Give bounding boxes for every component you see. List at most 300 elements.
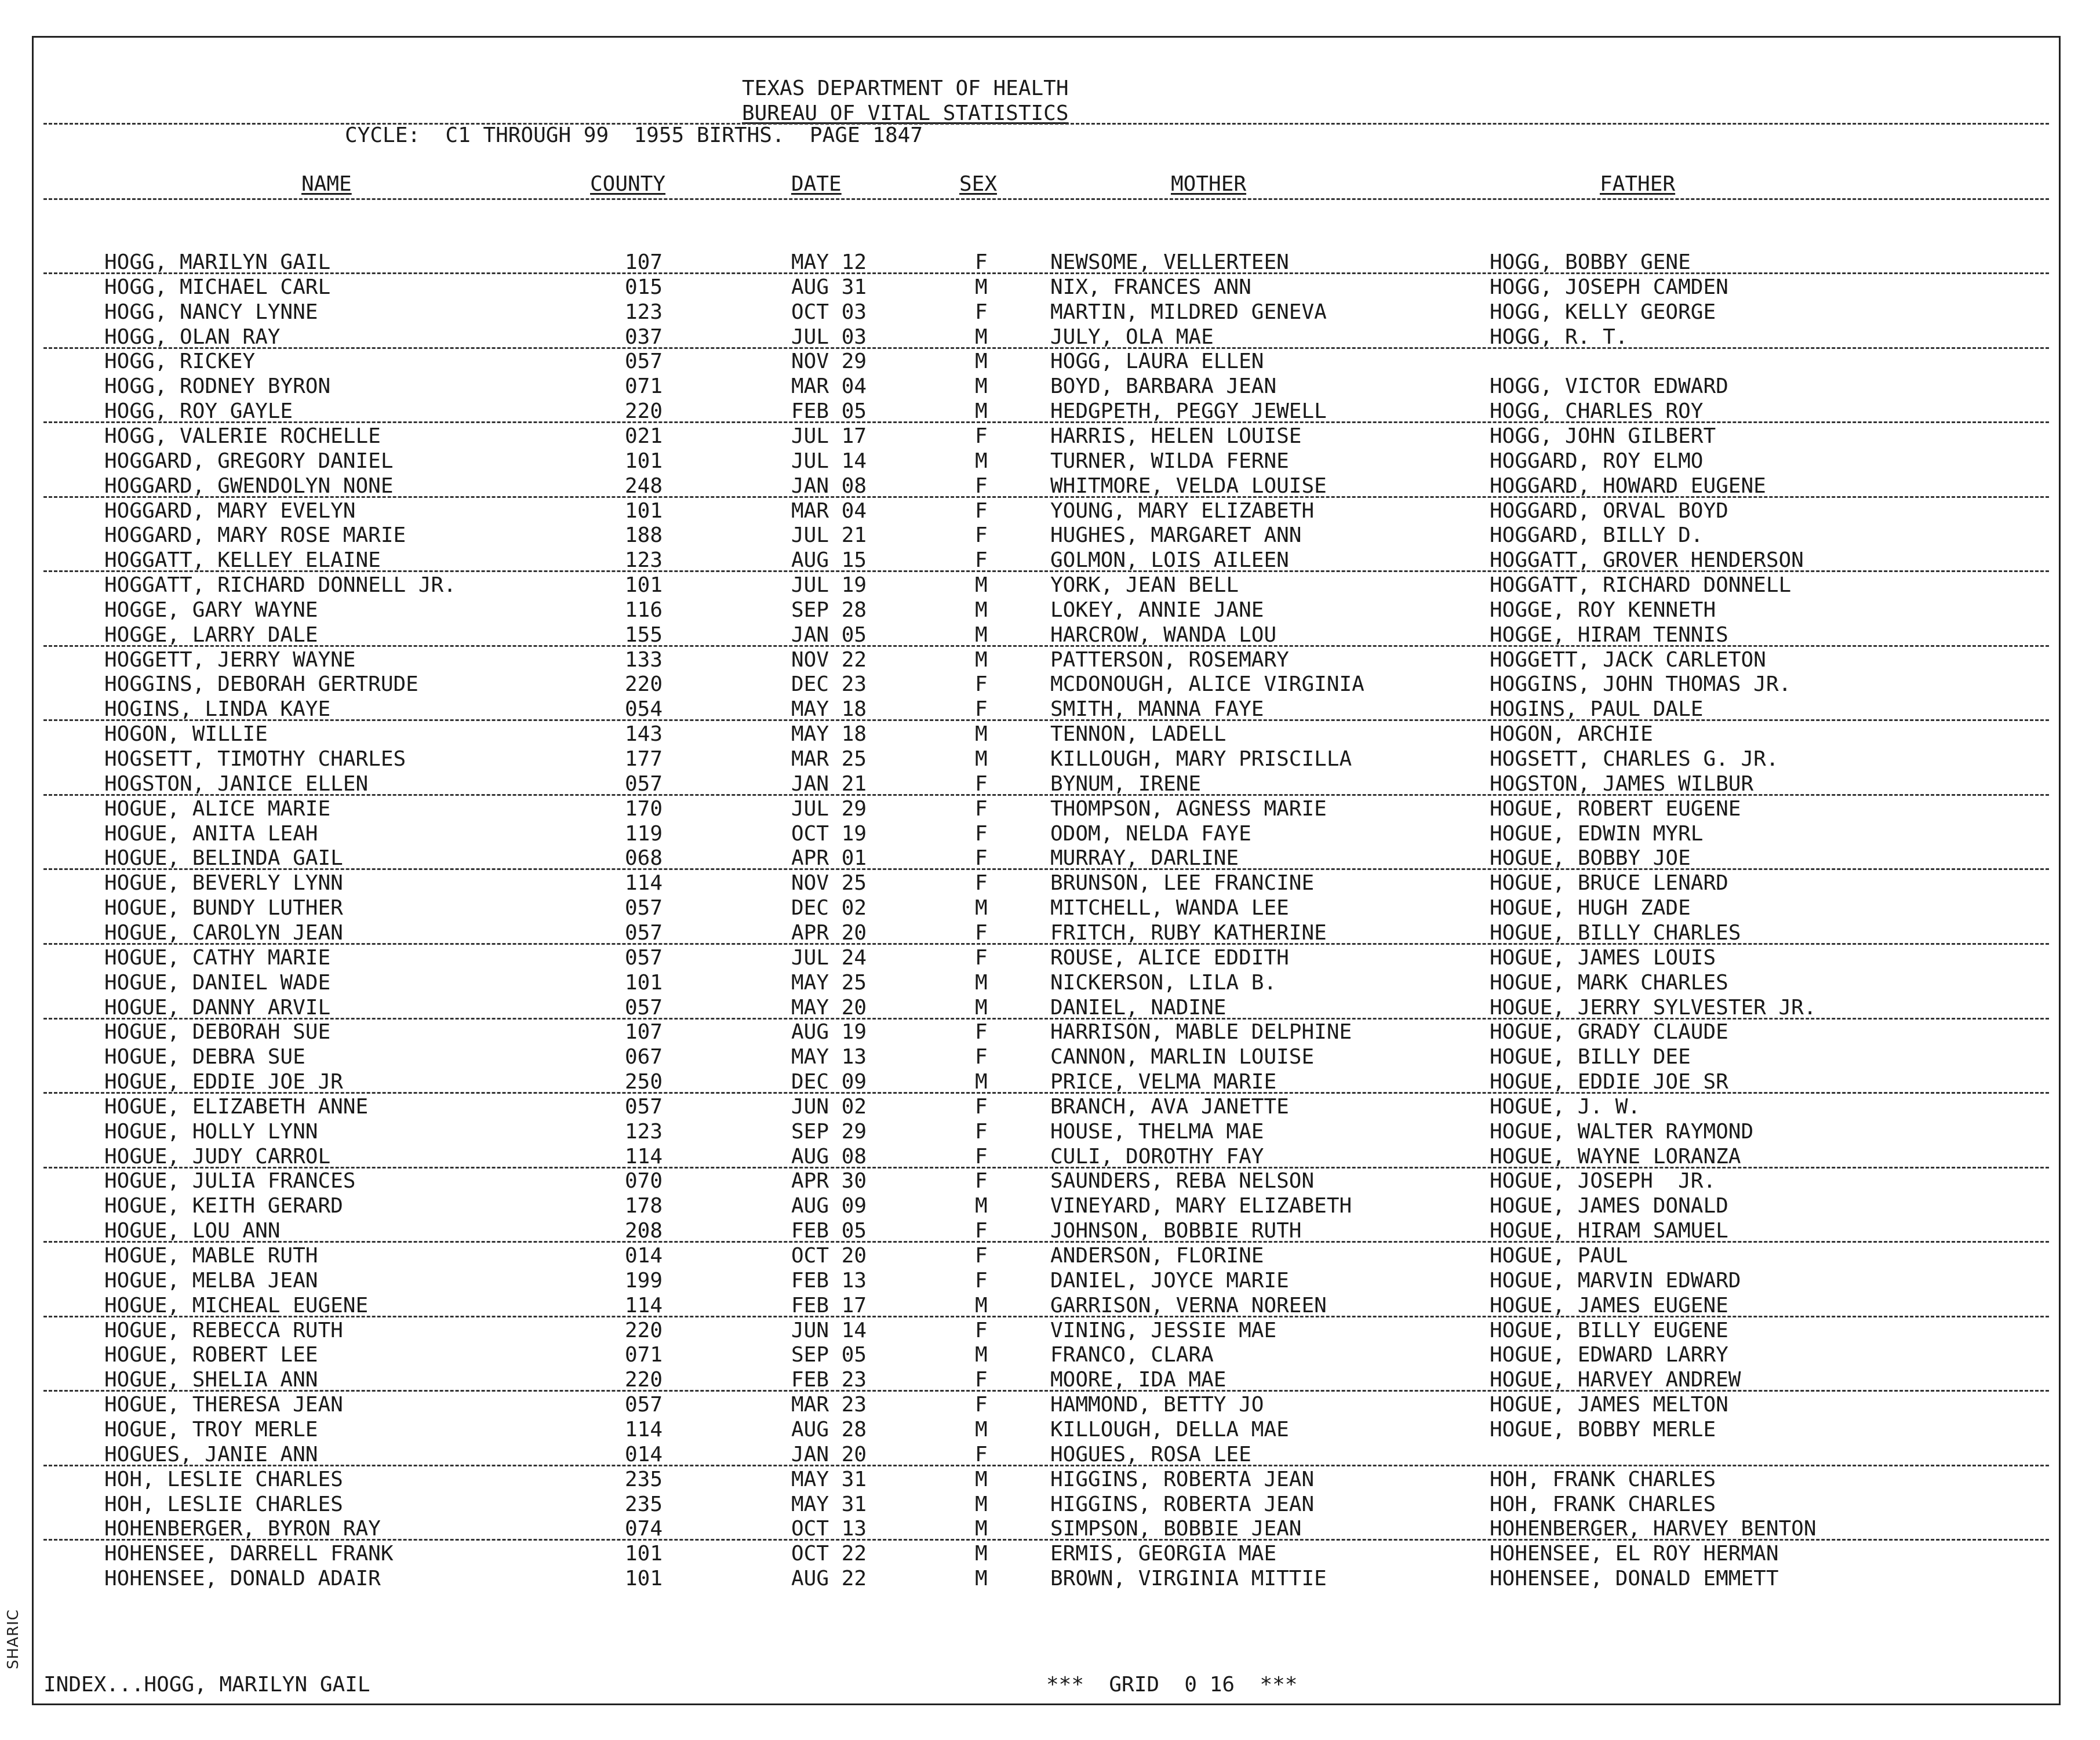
cell-sex: F <box>975 1095 988 1119</box>
cell-father: HOGUE, EDWARD LARRY <box>1490 1343 1728 1367</box>
cell-mother: HEDGPETH, PEGGY JEWELL <box>1050 399 1327 423</box>
cell-mother: VINEYARD, MARY ELIZABETH <box>1050 1194 1352 1218</box>
cell-date: JUL 29 <box>791 797 867 821</box>
cell-name: HOGUE, BEVERLY LYNN <box>104 871 343 895</box>
row-divider <box>43 570 2049 572</box>
cell-name: HOGGARD, MARY EVELYN <box>104 499 356 523</box>
cell-name: HOGG, NANCY LYNNE <box>104 300 318 324</box>
cell-father: HOGUE, GRADY CLAUDE <box>1490 1020 1728 1044</box>
cell-name: HOGUE, ANITA LEAH <box>104 822 318 846</box>
cell-sex: M <box>975 623 988 647</box>
cell-date: FEB 13 <box>791 1269 867 1293</box>
cell-sex: M <box>975 350 988 373</box>
cell-mother: NICKERSON, LILA B. <box>1050 971 1277 995</box>
cell-mother: BYNUM, IRENE <box>1050 772 1202 796</box>
column-header-divider <box>43 198 2049 200</box>
cell-county: 014 <box>625 1244 663 1268</box>
cell-date: JUN 02 <box>791 1095 867 1119</box>
cell-mother: MARTIN, MILDRED GENEVA <box>1050 300 1327 324</box>
cell-date: OCT 22 <box>791 1542 867 1566</box>
cell-county: 177 <box>625 747 663 771</box>
cell-father: HOH, FRANK CHARLES <box>1490 1468 1716 1491</box>
cell-father: HOGUE, HIRAM SAMUEL <box>1490 1219 1728 1243</box>
cell-father: HOGG, JOHN GILBERT <box>1490 424 1716 448</box>
cell-name: HOGUE, BELINDA GAIL <box>104 846 343 870</box>
cell-date: AUG 19 <box>791 1020 867 1044</box>
cell-father: HOGUE, BRUCE LENARD <box>1490 871 1728 895</box>
column-header-name: NAME <box>301 172 352 196</box>
cell-father: HOGUE, J. W. <box>1490 1095 1641 1119</box>
cell-name: HOGUE, JUDY CARROL <box>104 1145 331 1169</box>
cell-date: MAY 31 <box>791 1468 867 1491</box>
row-divider <box>43 1539 2049 1541</box>
cell-mother: MITCHELL, WANDA LEE <box>1050 896 1289 920</box>
cell-father: HOGUE, EDDIE JOE SR <box>1490 1070 1728 1094</box>
cell-name: HOH, LESLIE CHARLES <box>104 1468 343 1491</box>
cell-name: HOGON, WILLIE <box>104 722 268 746</box>
cell-name: HOGSTON, JANICE ELLEN <box>104 772 369 796</box>
cell-county: 057 <box>625 350 663 373</box>
cell-sex: M <box>975 1418 988 1441</box>
table-row <box>0 300 2100 325</box>
cell-date: JUL 24 <box>791 946 867 970</box>
cell-mother: TENNON, LADELL <box>1050 722 1226 746</box>
table-row <box>0 523 2100 548</box>
cell-county: 220 <box>625 399 663 423</box>
cell-father: HOGGE, ROY KENNETH <box>1490 598 1716 622</box>
cell-mother: BRUNSON, LEE FRANCINE <box>1050 871 1315 895</box>
cell-county: 057 <box>625 946 663 970</box>
cell-sex: F <box>975 822 988 846</box>
cell-county: 057 <box>625 996 663 1020</box>
cell-mother: YOUNG, MARY ELIZABETH <box>1050 499 1315 523</box>
cell-sex: F <box>975 1443 988 1466</box>
cell-sex: M <box>975 275 988 299</box>
cell-father: HOHENSEE, EL ROY HERMAN <box>1490 1542 1779 1566</box>
cell-sex: M <box>975 1343 988 1367</box>
cell-father: HOGG, CHARLES ROY <box>1490 399 1704 423</box>
cell-county: 250 <box>625 1070 663 1094</box>
table-row <box>0 1045 2100 1069</box>
cell-name: HOGUE, MICHEAL EUGENE <box>104 1294 369 1317</box>
cell-mother: MCDONOUGH, ALICE VIRGINIA <box>1050 672 1364 696</box>
cell-name: HOGG, VALERIE ROCHELLE <box>104 424 381 448</box>
cell-county: 220 <box>625 672 663 696</box>
cell-county: 123 <box>625 1120 663 1144</box>
cell-mother: FRANCO, CLARA <box>1050 1343 1214 1367</box>
cell-sex: M <box>975 573 988 597</box>
cell-date: JUL 03 <box>791 325 867 349</box>
column-header-county: COUNTY <box>590 172 666 196</box>
cell-sex: F <box>975 424 988 448</box>
cell-father: HOGGARD, HOWARD EUGENE <box>1490 474 1766 498</box>
table-row <box>0 846 2100 871</box>
cell-mother: BROWN, VIRGINIA MITTIE <box>1050 1567 1327 1590</box>
cell-mother: CANNON, MARLIN LOUISE <box>1050 1045 1315 1069</box>
cell-name: HOGUE, LOU ANN <box>104 1219 281 1243</box>
table-row <box>0 1070 2100 1094</box>
cell-sex: F <box>975 921 988 945</box>
cell-name: HOGUE, TROY MERLE <box>104 1418 318 1441</box>
cell-date: MAR 23 <box>791 1393 867 1417</box>
cell-mother: TURNER, WILDA FERNE <box>1050 449 1289 473</box>
cell-name: HOGUE, BUNDY LUTHER <box>104 896 343 920</box>
cell-name: HOGSETT, TIMOTHY CHARLES <box>104 747 406 771</box>
cell-sex: F <box>975 499 988 523</box>
row-divider <box>43 1018 2049 1020</box>
cell-mother: PATTERSON, ROSEMARY <box>1050 648 1289 672</box>
cell-mother: ANDERSON, FLORINE <box>1050 1244 1264 1268</box>
cell-name: HOGUE, REBECCA RUTH <box>104 1319 343 1342</box>
table-row <box>0 1493 2100 1517</box>
table-row <box>0 1368 2100 1392</box>
cell-mother: LOKEY, ANNIE JANE <box>1050 598 1264 622</box>
cell-father: HOGSETT, CHARLES G. JR. <box>1490 747 1779 771</box>
cell-father: HOGG, R. T. <box>1490 325 1628 349</box>
cell-county: 057 <box>625 921 663 945</box>
cell-name: HOGGARD, GREGORY DANIEL <box>104 449 394 473</box>
cell-date: AUG 22 <box>791 1567 867 1590</box>
cell-sex: M <box>975 598 988 622</box>
cell-father: HOGUE, WAYNE LORANZA <box>1490 1145 1741 1169</box>
cell-sex: M <box>975 449 988 473</box>
cell-name: HOGUE, ELIZABETH ANNE <box>104 1095 369 1119</box>
cell-sex: M <box>975 1468 988 1491</box>
cell-name: HOGUE, MABLE RUTH <box>104 1244 318 1268</box>
cell-county: 054 <box>625 697 663 721</box>
cell-date: JAN 05 <box>791 623 867 647</box>
cell-mother: DANIEL, JOYCE MARIE <box>1050 1269 1289 1293</box>
cell-mother: HOGG, LAURA ELLEN <box>1050 350 1264 373</box>
cell-father: HOGG, BOBBY GENE <box>1490 250 1691 274</box>
table-row <box>0 474 2100 498</box>
cell-name: HOGUE, DANNY ARVIL <box>104 996 331 1020</box>
table-row <box>0 623 2100 647</box>
cell-name: HOGUE, DEBRA SUE <box>104 1045 305 1069</box>
table-row <box>0 1567 2100 1591</box>
cell-county: 208 <box>625 1219 663 1243</box>
table-row <box>0 1517 2100 1541</box>
table-row <box>0 648 2100 672</box>
cell-name: HOGGARD, MARY ROSE MARIE <box>104 523 406 547</box>
cell-county: 123 <box>625 300 663 324</box>
cell-father: HOGGATT, GROVER HENDERSON <box>1490 548 1804 572</box>
table-row <box>0 250 2100 275</box>
cell-date: DEC 23 <box>791 672 867 696</box>
cell-county: 178 <box>625 1194 663 1218</box>
cell-father: HOGGE, HIRAM TENNIS <box>1490 623 1728 647</box>
cell-county: 170 <box>625 797 663 821</box>
cell-father: HOGUE, HUGH ZADE <box>1490 896 1691 920</box>
cell-father: HOGUE, JOSEPH JR. <box>1490 1169 1716 1193</box>
cell-mother: JULY, OLA MAE <box>1050 325 1214 349</box>
table-row <box>0 1393 2100 1417</box>
table-row <box>0 598 2100 623</box>
cell-father: HOGG, JOSEPH CAMDEN <box>1490 275 1728 299</box>
table-row <box>0 921 2100 945</box>
table-row <box>0 449 2100 474</box>
cell-mother: SAUNDERS, REBA NELSON <box>1050 1169 1315 1193</box>
cell-county: 067 <box>625 1045 663 1069</box>
table-row <box>0 1145 2100 1169</box>
row-divider <box>43 272 2049 274</box>
column-header-date: DATE <box>791 172 842 196</box>
cell-sex: F <box>975 797 988 821</box>
cell-mother: WHITMORE, VELDA LOUISE <box>1050 474 1327 498</box>
row-divider <box>43 1465 2049 1466</box>
cell-date: MAY 20 <box>791 996 867 1020</box>
cell-date: SEP 29 <box>791 1120 867 1144</box>
cell-mother: MURRAY, DARLINE <box>1050 846 1239 870</box>
cell-name: HOGUE, EDDIE JOE JR <box>104 1070 343 1094</box>
cell-sex: F <box>975 1393 988 1417</box>
cell-sex: F <box>975 1244 988 1268</box>
cell-date: SEP 05 <box>791 1343 867 1367</box>
cell-name: HOGUE, DEBORAH SUE <box>104 1020 331 1044</box>
cell-county: 057 <box>625 896 663 920</box>
cell-county: 070 <box>625 1169 663 1193</box>
cell-father: HOGUE, HARVEY ANDREW <box>1490 1368 1741 1392</box>
header-cycle: CYCLE: C1 THROUGH 99 1955 BIRTHS. PAGE 1847 <box>345 123 923 147</box>
cell-father: HOGGATT, RICHARD DONNELL <box>1490 573 1792 597</box>
cell-father: HOHENSEE, DONALD EMMETT <box>1490 1567 1779 1590</box>
table-row <box>0 996 2100 1020</box>
cell-county: 037 <box>625 325 663 349</box>
cell-county: 021 <box>625 424 663 448</box>
table-row <box>0 772 2100 796</box>
cell-county: 071 <box>625 1343 663 1367</box>
cell-sex: F <box>975 474 988 498</box>
cell-sex: F <box>975 300 988 324</box>
table-row <box>0 1120 2100 1144</box>
table-row <box>0 1468 2100 1492</box>
cell-mother: JOHNSON, BOBBIE RUTH <box>1050 1219 1302 1243</box>
cell-mother: HARRIS, HELEN LOUISE <box>1050 424 1302 448</box>
cell-father: HOGUE, BOBBY MERLE <box>1490 1418 1716 1441</box>
column-header-mother: MOTHER <box>1171 172 1247 196</box>
cell-county: 101 <box>625 1567 663 1590</box>
table-row <box>0 1219 2100 1243</box>
cell-sex: F <box>975 1120 988 1144</box>
column-header-father: FATHER <box>1600 172 1676 196</box>
cell-sex: F <box>975 697 988 721</box>
row-divider <box>43 794 2049 796</box>
table-row <box>0 275 2100 300</box>
cell-date: AUG 28 <box>791 1418 867 1441</box>
cell-mother: HUGHES, MARGARET ANN <box>1050 523 1302 547</box>
cell-name: HOGG, RODNEY BYRON <box>104 374 331 398</box>
cell-sex: M <box>975 374 988 398</box>
table-row <box>0 424 2100 449</box>
cell-date: APR 20 <box>791 921 867 945</box>
cell-county: 220 <box>625 1368 663 1392</box>
header-divider <box>43 123 2049 125</box>
cell-mother: ROUSE, ALICE EDDITH <box>1050 946 1289 970</box>
cell-date: JUL 19 <box>791 573 867 597</box>
cell-name: HOGUE, HOLLY LYNN <box>104 1120 318 1144</box>
cell-sex: M <box>975 996 988 1020</box>
table-row <box>0 946 2100 970</box>
cell-mother: ERMIS, GEORGIA MAE <box>1050 1542 1277 1566</box>
cell-sex: F <box>975 846 988 870</box>
table-row <box>0 374 2100 399</box>
table-row <box>0 325 2100 350</box>
cell-county: 101 <box>625 499 663 523</box>
cell-name: HOGG, OLAN RAY <box>104 325 281 349</box>
table-row <box>0 350 2100 374</box>
cell-county: 014 <box>625 1443 663 1466</box>
table-row <box>0 822 2100 846</box>
cell-date: JUL 14 <box>791 449 867 473</box>
table-row <box>0 1319 2100 1343</box>
cell-county: 101 <box>625 573 663 597</box>
cell-county: 114 <box>625 1145 663 1169</box>
row-divider <box>43 1390 2049 1392</box>
cell-name: HOGUE, DANIEL WADE <box>104 971 331 995</box>
cell-mother: YORK, JEAN BELL <box>1050 573 1239 597</box>
header-bureau: BUREAU OF VITAL STATISTICS <box>742 101 1069 125</box>
cell-sex: F <box>975 548 988 572</box>
cell-father: HOGUE, BOBBY JOE <box>1490 846 1691 870</box>
cell-name: HOGUE, ROBERT LEE <box>104 1343 318 1367</box>
row-divider <box>43 1316 2049 1317</box>
cell-county: 248 <box>625 474 663 498</box>
cell-name: HOGUES, JANIE ANN <box>104 1443 318 1466</box>
cell-father: HOGGINS, JOHN THOMAS JR. <box>1490 672 1792 696</box>
cell-county: 119 <box>625 822 663 846</box>
cell-county: 071 <box>625 374 663 398</box>
row-divider <box>43 496 2049 498</box>
table-row <box>0 747 2100 771</box>
row-divider <box>43 943 2049 945</box>
cell-county: 057 <box>625 1393 663 1417</box>
table-row <box>0 1542 2100 1566</box>
table-row <box>0 1194 2100 1218</box>
cell-father: HOGSTON, JAMES WILBUR <box>1490 772 1754 796</box>
cell-sex: M <box>975 1517 988 1541</box>
cell-mother: KILLOUGH, DELLA MAE <box>1050 1418 1289 1441</box>
cell-mother: GOLMON, LOIS AILEEN <box>1050 548 1289 572</box>
cell-date: NOV 22 <box>791 648 867 672</box>
table-row <box>0 697 2100 722</box>
cell-name: HOGUE, ALICE MARIE <box>104 797 331 821</box>
cell-county: 101 <box>625 1542 663 1566</box>
cell-mother: VINING, JESSIE MAE <box>1050 1319 1277 1342</box>
cell-sex: M <box>975 399 988 423</box>
cell-father: HOGGARD, BILLY D. <box>1490 523 1704 547</box>
cell-sex: F <box>975 1045 988 1069</box>
cell-county: 220 <box>625 1319 663 1342</box>
cell-date: MAR 25 <box>791 747 867 771</box>
table-row <box>0 399 2100 424</box>
cell-sex: M <box>975 1070 988 1094</box>
table-row <box>0 1418 2100 1442</box>
cell-sex: F <box>975 523 988 547</box>
grid-footer: *** GRID 0 16 *** <box>1046 1673 1298 1697</box>
cell-county: 015 <box>625 275 663 299</box>
table-row <box>0 797 2100 821</box>
cell-name: HOGG, MICHAEL CARL <box>104 275 331 299</box>
cell-sex: M <box>975 1542 988 1566</box>
cell-date: OCT 19 <box>791 822 867 846</box>
cell-name: HOGUE, SHELIA ANN <box>104 1368 318 1392</box>
cell-date: OCT 20 <box>791 1244 867 1268</box>
cell-mother: FRITCH, RUBY KATHERINE <box>1050 921 1327 945</box>
cell-sex: F <box>975 1269 988 1293</box>
cell-date: MAR 04 <box>791 374 867 398</box>
table-row <box>0 896 2100 920</box>
cell-father: HOGUE, ROBERT EUGENE <box>1490 797 1741 821</box>
cell-name: HOHENSEE, DONALD ADAIR <box>104 1567 381 1590</box>
cell-date: APR 30 <box>791 1169 867 1193</box>
cell-sex: M <box>975 1493 988 1516</box>
cell-name: HOGGATT, RICHARD DONNELL JR. <box>104 573 456 597</box>
cell-date: AUG 09 <box>791 1194 867 1218</box>
cell-date: SEP 28 <box>791 598 867 622</box>
cell-date: OCT 03 <box>791 300 867 324</box>
cell-father: HOHENBERGER, HARVEY BENTON <box>1490 1517 1817 1541</box>
cell-sex: F <box>975 250 988 274</box>
cell-date: JUL 21 <box>791 523 867 547</box>
cell-county: 074 <box>625 1517 663 1541</box>
table-row <box>0 499 2100 523</box>
cell-sex: M <box>975 971 988 995</box>
cell-sex: F <box>975 1169 988 1193</box>
cell-father: HOGINS, PAUL DALE <box>1490 697 1704 721</box>
cell-county: 107 <box>625 1020 663 1044</box>
cell-county: 155 <box>625 623 663 647</box>
table-row <box>0 1269 2100 1293</box>
cell-date: NOV 25 <box>791 871 867 895</box>
cell-name: HOHENSEE, DARRELL FRANK <box>104 1542 394 1566</box>
cell-mother: HOUSE, THELMA MAE <box>1050 1120 1264 1144</box>
cell-county: 114 <box>625 871 663 895</box>
row-divider <box>43 645 2049 647</box>
cell-sex: M <box>975 722 988 746</box>
cell-date: FEB 05 <box>791 399 867 423</box>
cell-father: HOGUE, BILLY EUGENE <box>1490 1319 1728 1342</box>
cell-mother: HIGGINS, ROBERTA JEAN <box>1050 1493 1315 1516</box>
row-divider <box>43 868 2049 870</box>
cell-mother: THOMPSON, AGNESS MARIE <box>1050 797 1327 821</box>
cell-father: HOGGETT, JACK CARLETON <box>1490 648 1766 672</box>
cell-date: MAY 12 <box>791 250 867 274</box>
cell-sex: F <box>975 1368 988 1392</box>
cell-sex: M <box>975 896 988 920</box>
table-row <box>0 1020 2100 1044</box>
cell-date: FEB 17 <box>791 1294 867 1317</box>
cell-mother: GARRISON, VERNA NOREEN <box>1050 1294 1327 1317</box>
cell-mother: ODOM, NELDA FAYE <box>1050 822 1251 846</box>
cell-county: 133 <box>625 648 663 672</box>
cell-date: MAY 18 <box>791 697 867 721</box>
cell-name: HOGUE, THERESA JEAN <box>104 1393 343 1417</box>
cell-date: MAY 25 <box>791 971 867 995</box>
table-row <box>0 548 2100 573</box>
cell-name: HOGUE, CAROLYN JEAN <box>104 921 343 945</box>
cell-name: HOGGETT, JERRY WAYNE <box>104 648 356 672</box>
cell-date: FEB 23 <box>791 1368 867 1392</box>
cell-date: JUN 14 <box>791 1319 867 1342</box>
cell-mother: MOORE, IDA MAE <box>1050 1368 1226 1392</box>
row-divider <box>43 1092 2049 1094</box>
table-row <box>0 1095 2100 1119</box>
cell-county: 116 <box>625 598 663 622</box>
cell-name: HOH, LESLIE CHARLES <box>104 1493 343 1516</box>
cell-father: HOGUE, MARVIN EDWARD <box>1490 1269 1741 1293</box>
table-row <box>0 871 2100 896</box>
cell-sex: F <box>975 672 988 696</box>
